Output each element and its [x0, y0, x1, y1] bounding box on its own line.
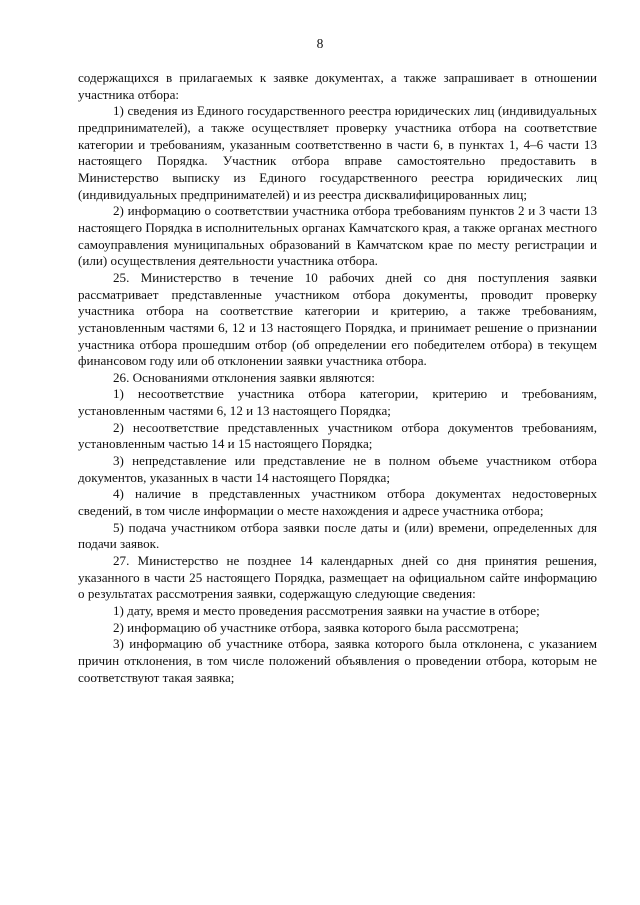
paragraph-26-item-3: 3) непредставление или представление не в полном объеме участником отбора документов, указанных в части 14 настоящего Порядка;: [78, 453, 597, 485]
page-number: 8: [316, 36, 324, 51]
paragraph-27-item-3: 3) информацию об участнике отбора, заявка которого была отклонена, с указанием причин отклонения, в том числе положений объявления о проведении отбора, которым не соответствуют такая заявка;: [78, 636, 597, 685]
paragraph-26-heading: 26. Основаниями отклонения заявки являются:: [113, 369, 375, 385]
paragraph-continuation: содержащихся в прилагаемых к заявке документах, а также запрашивает в отношении участника отбора:: [78, 70, 597, 102]
paragraph-25: 25. Министерство в течение 10 рабочих дней со дня поступления заявки рассматривает представленные участником отбора документы, проводит проверку участника отбора на соответствие категории и критерию, а также требованиям, установленным частями 6, 12 и 13 настоящего Порядка, и принимает решение о признании участника отбора прошедшим отбор (об определении его победителем отбора) в текущем финансовом году или об отклонении заявки участника отбора.: [78, 269, 597, 369]
paragraph-27-item-2: 2) информацию об участнике отбора, заявка которого была рассмотрена;: [113, 619, 519, 635]
paragraph-26-item-5: 5) подача участником отбора заявки после даты и (или) времени, определенных для подачи заявок.: [78, 519, 597, 552]
paragraph-26-item-1: 1) несоответствие участника отбора категории, критерию и требованиям, установленным частями 6, 12 и 13 настоящего Порядка;: [78, 386, 597, 419]
paragraph-27: 27. Министерство не позднее 14 календарных дней со дня принятия решения, указанного в части 25 настоящего Порядка, размещает на официальном сайте информацию о результатах рассмотрения заявки, содержащую следующие сведения:: [78, 553, 597, 602]
paragraph-26-item-2: 2) несоответствие представленных участником отбора документов требованиям, установленным частью 14 и 15 настоящего Порядка;: [78, 419, 597, 452]
paragraph-24-item-1: 1) сведения из Единого государственного реестра юридических лиц (индивидуальных предпринимателей), а также осуществляет проверку участника отбора на соответствие категории и требованиям, указанным соответственно в части 6, в пунктах 1, 4–6 части 13 настоящего Порядка. Участник отбора вправе самостоятельно предоставить в Министерство выписку из Единого государственного реестра юридических лиц (индивидуальных предпринимателей) и из реестра дисквалифицированных лиц;: [78, 103, 597, 202]
paragraph-24-item-2: 2) информацию о соответствии участника отбора требованиям пунктов 2 и 3 части 13 настоящего Порядка в исполнительных органах Камчатского края, а также органах местного самоуправления муниципальных образований в Камчатском крае по месту регистрации и (или) осуществления деятельности участника отбора.: [78, 203, 597, 269]
paragraph-26-item-4: 4) наличие в представленных участником отбора документах недостоверных сведений, в том числе информации о месте нахождения и адресе участника отбора;: [78, 486, 597, 519]
paragraph-27-item-1: 1) дату, время и место проведения рассмотрения заявки на участие в отборе;: [113, 603, 540, 618]
document-body: [78, 70, 597, 686]
